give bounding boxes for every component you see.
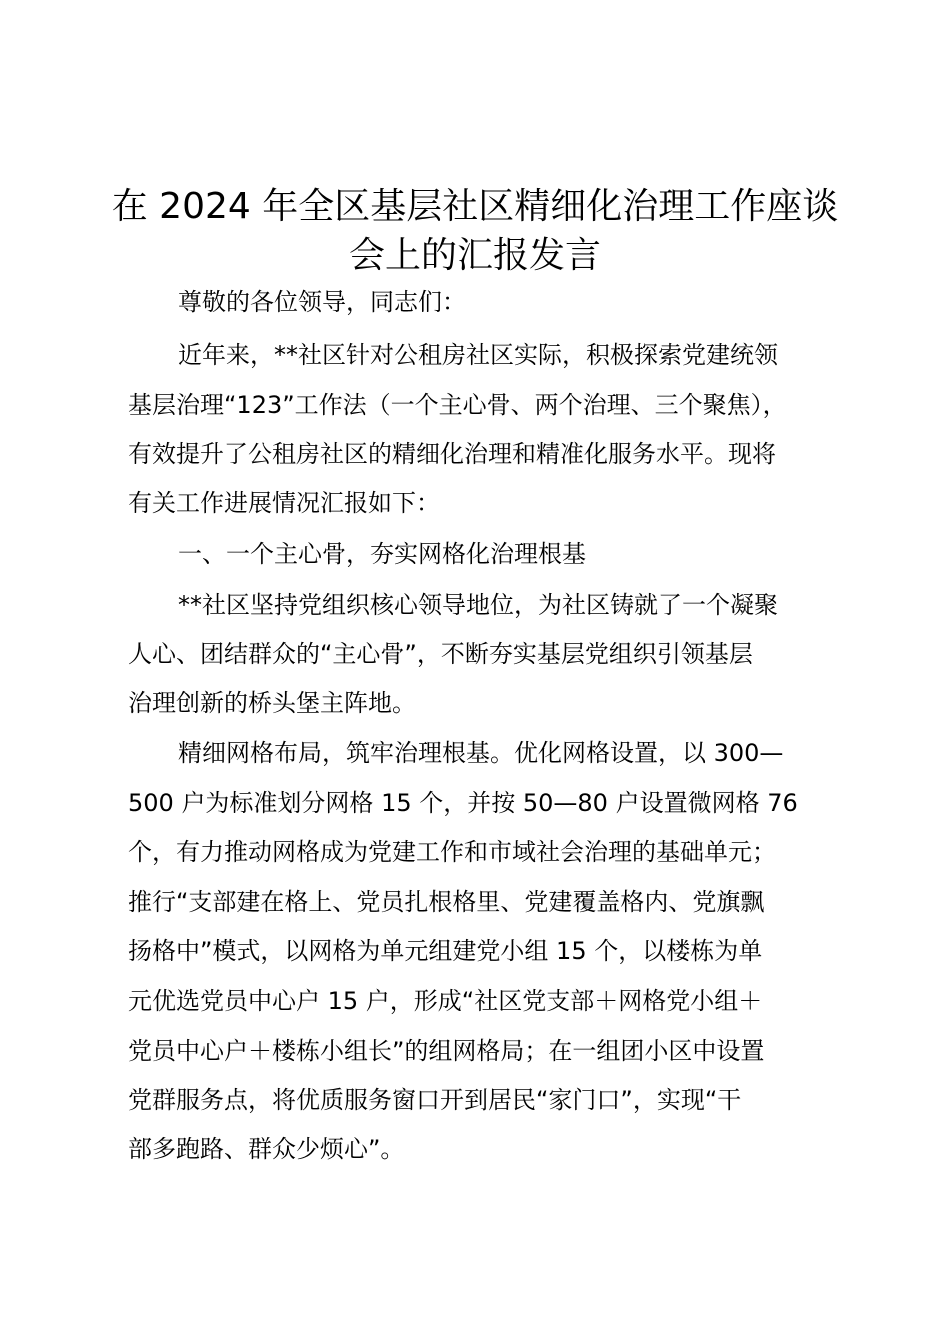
paragraph-line: 党员中心户＋楼栋小组长”的组网格局；在一组团小区中设置	[128, 1037, 765, 1065]
paragraph-line: 500 户为标准划分网格 15 个，并按 50—80 户设置微网格 76	[128, 789, 798, 817]
paragraph-line: 治理创新的桥头堡主阵地。	[128, 689, 416, 717]
paragraph-line: **社区坚持党组织核心领导地位，为社区铸就了一个凝聚	[178, 591, 778, 619]
paragraph-line: 有效提升了公租房社区的精细化治理和精准化服务水平。现将	[128, 440, 776, 468]
document-title-line-1: 在 2024 年全区基层社区精细化治理工作座谈	[111, 186, 839, 227]
section-heading: 一、一个主心骨，夯实网格化治理根基	[178, 540, 586, 568]
document-title-line-2: 会上的汇报发言	[348, 235, 601, 276]
paragraph-line: 党群服务点，将优质服务窗口开到居民“家门口”，实现“干	[128, 1086, 742, 1114]
paragraph-line: 元优选党员中心户 15 户，形成“社区党支部＋网格党小组＋	[128, 987, 763, 1015]
paragraph-line: 推行“支部建在格上、党员扎根格里、党建覆盖格内、党旗飘	[128, 888, 765, 916]
paragraph-line: 个，有力推动网格成为党建工作和市域社会治理的基础单元；	[128, 838, 776, 866]
paragraph-line: 近年来，**社区针对公租房社区实际，积极探索党建统领	[178, 341, 778, 369]
paragraph-line: 人心、团结群众的“主心骨”，不断夯实基层党组织引领基层	[128, 640, 753, 668]
paragraph-line: 部多跑路、群众少烦心”。	[128, 1135, 405, 1163]
paragraph-line: 扬格中”模式，以网格为单元组建党小组 15 个，以楼栋为单	[128, 937, 763, 965]
paragraph-line: 有关工作进展情况汇报如下：	[128, 489, 440, 517]
salutation: 尊敬的各位领导，同志们：	[178, 288, 466, 316]
paragraph-line: 基层治理“123”工作法（一个主心骨、两个治理、三个聚焦），	[128, 391, 787, 419]
paragraph-line: 精细网格布局，筑牢治理根基。优化网格设置，以 300—	[178, 739, 784, 767]
